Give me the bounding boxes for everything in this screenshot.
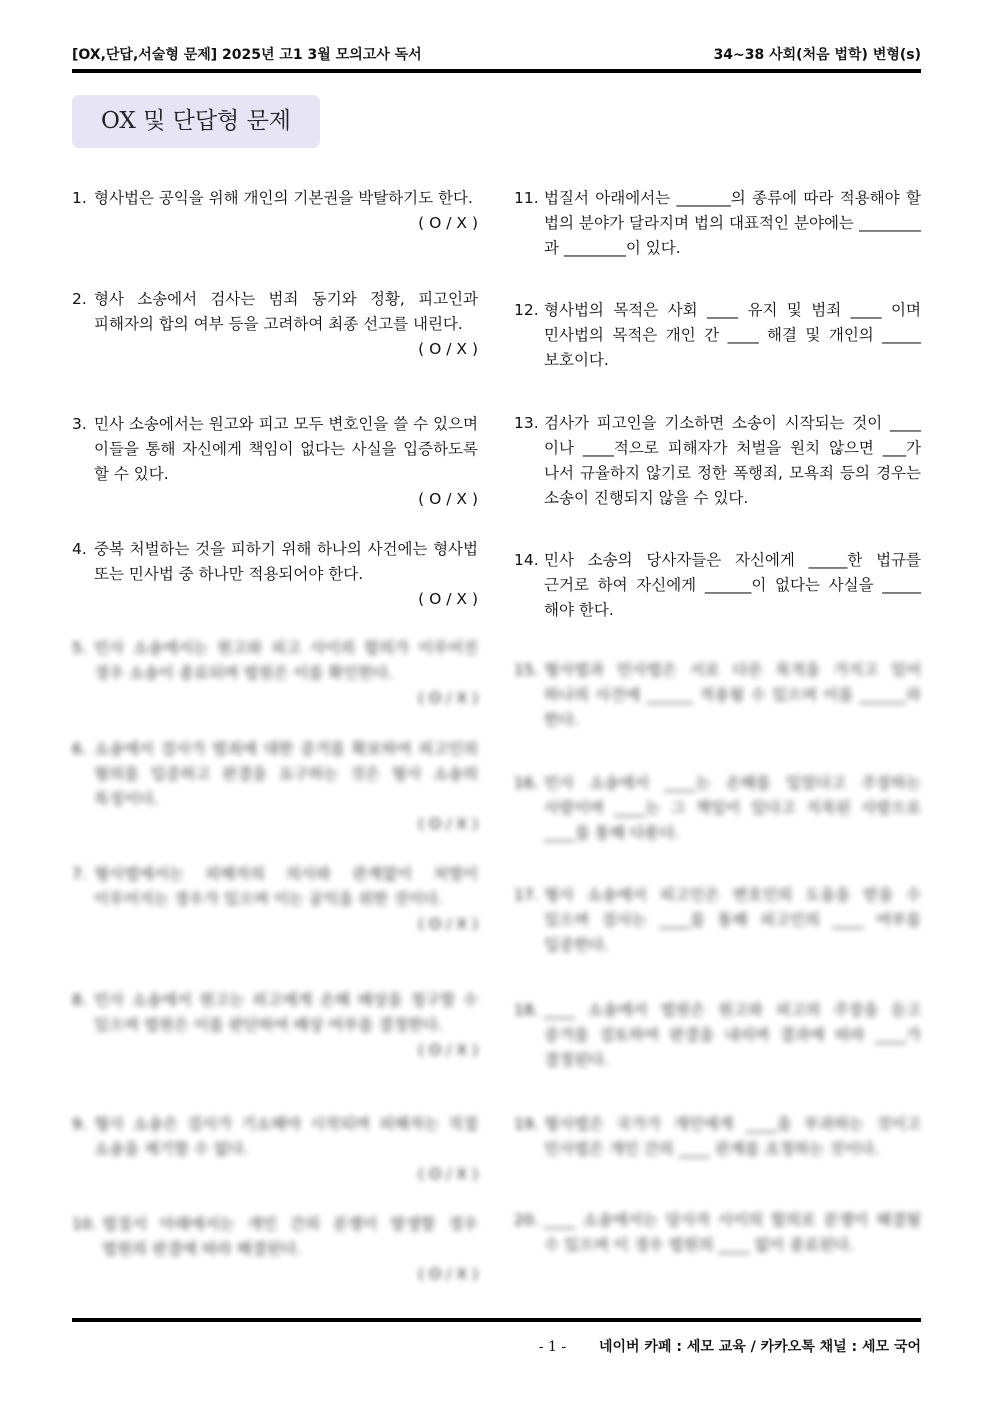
- question-text: 검사가 피고인을 기소하면 소송이 시작되는 것이 ____이나 ____적으로 피해자가 처벌을 원치 않으면 ___가 나서 규율하지 않기로 정한 폭행죄, 모욕죄 등의 경우는 소송이 진행되지 않을 수 있다.: [544, 414, 921, 507]
- ox-question-5: [72, 636, 478, 711]
- question-number: 7.: [72, 865, 87, 883]
- short-question-13: [514, 411, 921, 511]
- question-number: 16.: [514, 774, 539, 792]
- header-title: [OX,단답,서술형 문제] 2025년 고1 3월 모의고사 독서: [72, 47, 422, 63]
- question-number: 10.: [72, 1215, 97, 1233]
- ox-mark: ( O / X ): [418, 214, 478, 232]
- ox-question-6: [72, 737, 478, 837]
- ox-mark: ( O / X ): [418, 590, 478, 608]
- short-question-11: [514, 186, 921, 261]
- question-number: 12.: [514, 301, 539, 319]
- question-text: 형사법에서는 피해자의 의사와 관계없이 처벌이 이루어지는 경우가 있으며 이는 공익을 위한 것이다.: [94, 865, 478, 908]
- short-question-20: [514, 1208, 921, 1258]
- header-rule: [72, 69, 921, 73]
- question-number: 3.: [72, 415, 87, 433]
- ox-question-8: [72, 988, 478, 1063]
- short-question-12: [514, 298, 921, 373]
- question-text: 형사 소송에서 검사는 범죄 동기와 정황, 피고인과 피해자의 합의 여부 등을 고려하여 최종 선고를 내린다.: [94, 290, 478, 333]
- page-footer: [539, 1336, 921, 1356]
- question-number: 20.: [514, 1211, 539, 1229]
- question-text: 형사법의 목적은 사회 ____ 유지 및 범죄 ____ 이며 민사법의 목적은 개인 간 ____ 해결 및 개인의 _____ 보호이다.: [544, 301, 921, 369]
- page-header: [72, 44, 921, 66]
- question-text: 소송에서 검사가 범죄에 대한 증거를 확보하여 피고인의 혐의를 입증하고 판결을 요구하는 것은 형사 소송의 특징이다.: [94, 740, 478, 808]
- question-text: 형사법은 국가가 개인에게 ____을 부과하는 것이고 민사법은 개인 간의 ____ 관계를 조정하는 것이다.: [544, 1115, 921, 1158]
- ox-mark: ( O / X ): [418, 1165, 478, 1183]
- ox-mark: ( O / X ): [418, 1041, 478, 1059]
- question-text: 민사 소송에서 ____는 손해를 입었다고 주장하는 사람이며 ____는 그 책임이 있다고 지목된 사람으로 ____를 통해 다툰다.: [544, 774, 921, 842]
- header-subtitle: 34~38 사회(처음 법학) 변형(s): [713, 47, 921, 63]
- ox-question-10: [72, 1212, 478, 1287]
- ox-mark: ( O / X ): [418, 340, 478, 358]
- ox-question-9: [72, 1112, 478, 1187]
- short-question-15: [514, 658, 921, 733]
- ox-mark: ( O / X ): [418, 815, 478, 833]
- footer-text: 네이버 카페 : 세모 교육 / 카카오톡 채널 : 세모 국어: [598, 1339, 921, 1355]
- question-text: 형사법과 민사법은 서로 다른 목적을 가지고 있어 하나의 사건에 ______ 적용될 수 있으며 이를 ______라 한다.: [544, 661, 921, 729]
- question-number: 17.: [514, 886, 539, 904]
- ox-question-2: [72, 287, 478, 362]
- ox-question-4: [72, 537, 478, 612]
- ox-mark: ( O / X ): [418, 1265, 478, 1283]
- question-number: 19.: [514, 1115, 539, 1133]
- ox-question-7: [72, 862, 478, 937]
- question-number: 14.: [514, 551, 539, 569]
- question-text: 중복 처벌하는 것을 피하기 위해 하나의 사건에는 형사법 또는 민사법 중 하나만 적용되어야 한다.: [94, 540, 478, 583]
- question-text: ____ 소송에서 법원은 원고와 피고의 주장을 듣고 증거를 검토하여 판결을 내리며 결과에 따라 ____가 결정된다.: [544, 1001, 921, 1069]
- question-text: 형사법은 공익을 위해 개인의 기본권을 박탈하기도 한다.: [94, 189, 473, 207]
- question-text: 민사 소송에서는 원고와 피고 모두 변호인을 쓸 수 있으며 이들을 통해 자신에게 책임이 없다는 사실을 입증하도록 할 수 있다.: [94, 415, 478, 483]
- question-number: 6.: [72, 740, 87, 758]
- page-number: - 1 -: [538, 1339, 567, 1355]
- ox-mark: ( O / X ): [418, 490, 478, 508]
- question-number: 9.: [72, 1115, 87, 1133]
- question-number: 5.: [72, 639, 87, 657]
- short-question-18: [514, 998, 921, 1073]
- question-text: 민사 소송의 당사자들은 자신에게 _____한 법규를 근거로 하여 자신에게 ______이 없다는 사실을 _____해야 한다.: [544, 551, 921, 619]
- question-text: 민사 소송에서는 원고와 피고 사이의 합의가 이루어진 경우 소송이 종료되며 법원은 이를 확인한다.: [94, 639, 478, 682]
- question-text: 법질서 아래에서는 _______의 종류에 따라 적용해야 할 법의 분야가 달라지며 법의 대표적인 분야에는 ________과 ________이 있다.: [544, 189, 921, 257]
- question-number: 8.: [72, 991, 87, 1009]
- question-number: 13.: [514, 414, 539, 432]
- ox-question-3: [72, 412, 478, 512]
- short-question-19: [514, 1112, 921, 1162]
- question-text: 형사 소송은 검사가 기소해야 시작되며 피해자는 직접 소송을 제기할 수 없다.: [94, 1115, 478, 1158]
- short-question-17: [514, 883, 921, 958]
- question-number: 1.: [72, 189, 87, 207]
- question-number: 15.: [514, 661, 539, 679]
- section-title: OX 및 단답형 문제: [72, 95, 320, 148]
- question-number: 4.: [72, 540, 87, 558]
- question-text: 법질서 아래에서는 개인 간의 분쟁이 발생할 경우 법원의 판결에 따라 해결된다.: [102, 1215, 478, 1258]
- ox-mark: ( O / X ): [418, 915, 478, 933]
- question-number: 18.: [514, 1001, 539, 1019]
- footer-rule: [72, 1318, 921, 1322]
- ox-mark: ( O / X ): [418, 689, 478, 707]
- short-question-16: [514, 771, 921, 846]
- question-text: ____ 소송에서는 당사자 사이의 합의로 분쟁이 해결될 수 있으며 이 경우 법원의 ____ 없이 종료된다.: [544, 1211, 921, 1254]
- question-text: 민사 소송에서 원고는 피고에게 손해 배상을 청구할 수 있으며 법원은 이를 판단하여 배상 여부를 결정한다.: [94, 991, 478, 1034]
- question-number: 11.: [514, 189, 539, 207]
- question-text: 형사 소송에서 피고인은 변호인의 도움을 받을 수 있으며 검사는 ____를 통해 피고인의 ____ 여부를 입증한다.: [544, 886, 921, 954]
- short-question-14: [514, 548, 921, 623]
- question-number: 2.: [72, 290, 87, 308]
- ox-question-1: [72, 186, 478, 236]
